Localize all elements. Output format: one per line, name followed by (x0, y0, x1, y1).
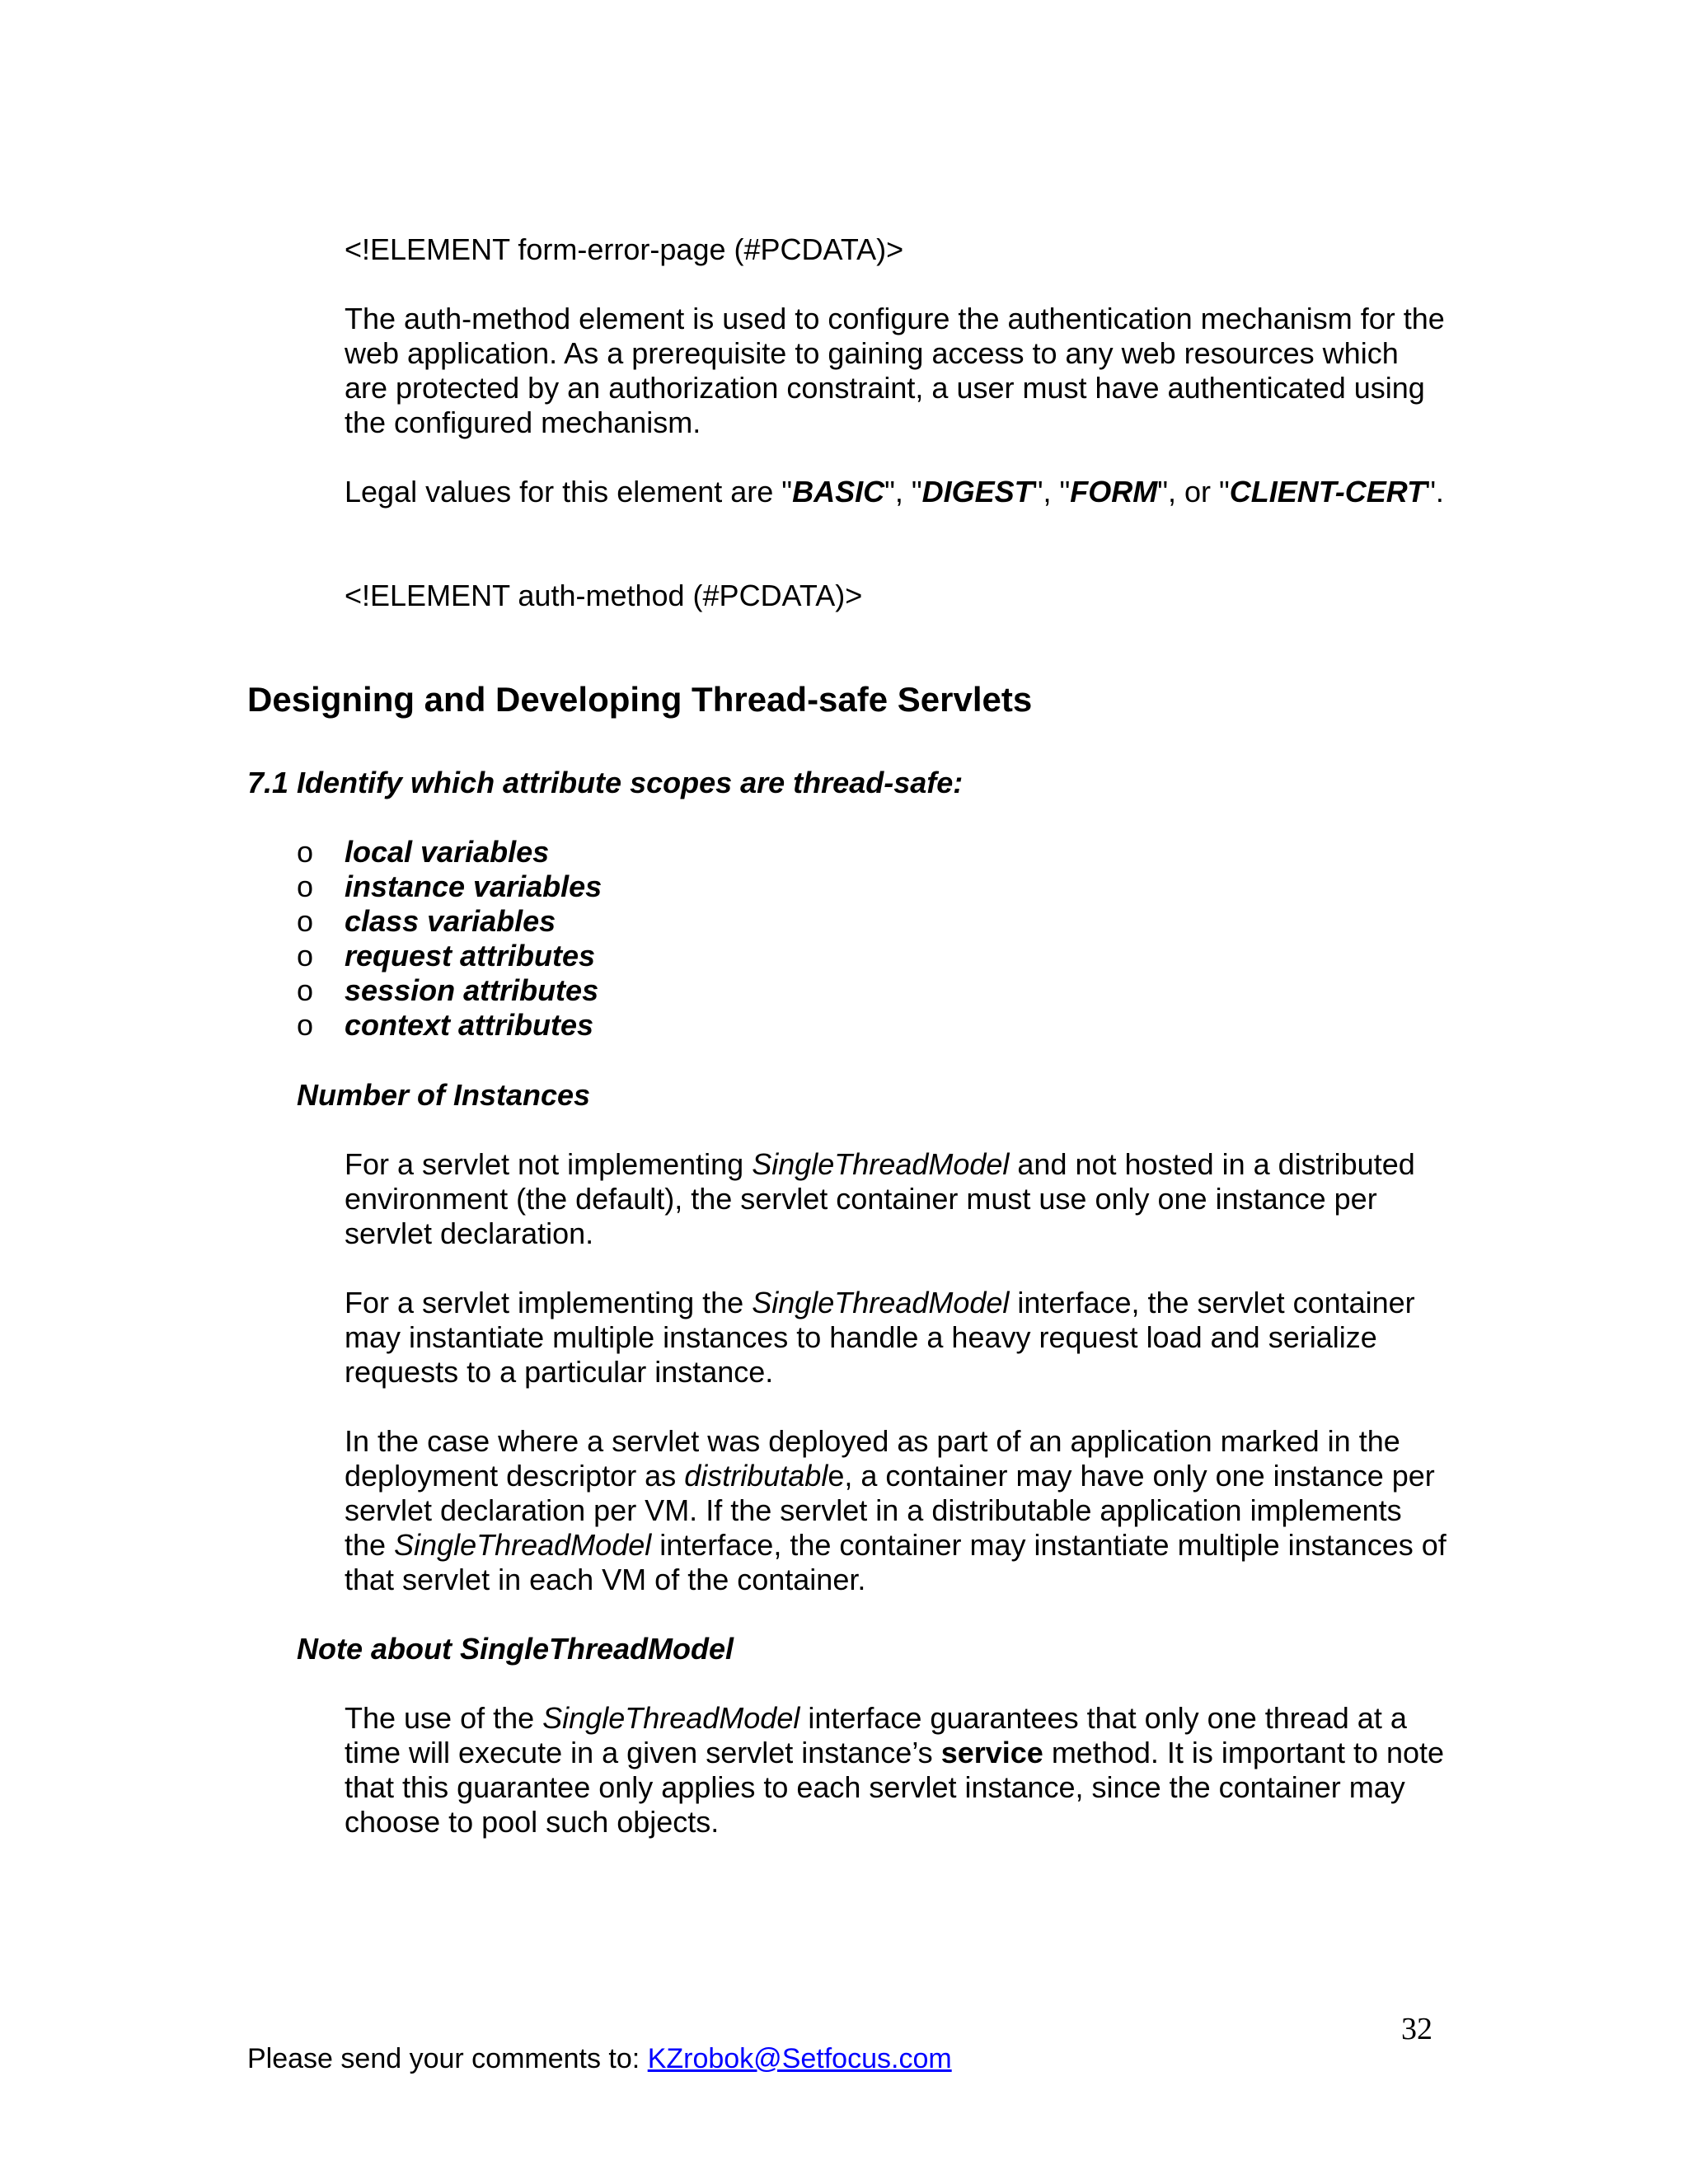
note-text-c: interface guarantees that only one thread at a time will execute in a given servlet instance’s (345, 1701, 1407, 1769)
p1-text-b: SingleThreadModel (752, 1147, 1010, 1181)
legal-values-sep1: ", " (884, 475, 922, 509)
legal-value-client-cert: CLIENT-CERT (1229, 475, 1426, 509)
p3-text-b: distributabl (684, 1459, 828, 1493)
bullet-icon: o (297, 973, 314, 1007)
legal-value-basic: BASIC (792, 475, 885, 509)
note-text-b: SingleThreadModel (542, 1701, 800, 1735)
footer (247, 2042, 952, 2075)
footer-label: Please send your comments to: (247, 2043, 648, 2074)
legal-values-suffix: ". (1425, 475, 1444, 509)
p3-text-e: interface, the container may instantiate multiple instances of that servlet in each VM of the container. (345, 1528, 1447, 1596)
section-title: Designing and Developing Thread-safe Servlets (247, 680, 1033, 719)
note-paragraph (345, 1701, 1449, 1840)
p2-text-a: For a servlet implementing the (345, 1286, 753, 1319)
bullet-icon: o (297, 1008, 314, 1042)
note-title: Note about SingleThreadModel (297, 1632, 734, 1666)
auth-method-description: The auth-method element is used to configure the authentication mechanism for the web application. As a prerequisite to gaining access to any web resources which are protected by an authorization constraint, a user must have authenticated using the configured mechanism. (345, 302, 1445, 439)
instances-paragraph-2 (345, 1286, 1449, 1390)
element-form-error-page: <!ELEMENT form-error-page (#PCDATA)> (345, 232, 904, 266)
legal-values-paragraph (345, 475, 1449, 509)
bullet-icon: o (297, 904, 314, 938)
scope-label: session attributes (345, 973, 599, 1007)
p1-text-c: and not hosted in a distributed environment (the default), the servlet container must use only one instance per servlet declaration. (345, 1147, 1415, 1250)
instances-paragraph-3 (345, 1424, 1449, 1597)
p3-text-c: e, a container may have only one instance per servlet declaration per VM. If the servlet in a distributable application implements the (345, 1459, 1435, 1562)
legal-value-form: FORM (1070, 475, 1158, 509)
note-text-e: method. It is important to note that this guarantee only applies to each servlet instance, since the container may choose to pool such objects. (345, 1736, 1445, 1839)
note-text-d: service (940, 1736, 1043, 1769)
p3-text-d: SingleThreadModel (394, 1528, 652, 1562)
footer-email-link[interactable]: KZrobok@Setfocus.com (647, 2043, 952, 2074)
legal-values-sep2: ", " (1032, 475, 1071, 509)
note-text-a: The use of the (345, 1701, 543, 1735)
element-auth-method: <!ELEMENT auth-method (#PCDATA)> (345, 579, 863, 612)
p2-text-c: interface, the servlet container may instantiate multiple instances to handle a heavy request load and serialize requests to a particular instance. (345, 1286, 1415, 1389)
number-of-instances-title: Number of Instances (297, 1078, 591, 1112)
p2-text-b: SingleThreadModel (752, 1286, 1010, 1319)
legal-values-prefix: Legal values for this element are " (345, 475, 793, 509)
legal-value-digest: DIGEST (921, 475, 1033, 509)
p1-text-a: For a servlet not implementing (345, 1147, 753, 1181)
scope-label: local variables (345, 835, 550, 869)
bullet-icon: o (297, 835, 314, 869)
legal-values-sep3: ", or " (1157, 475, 1230, 509)
bullet-icon: o (297, 869, 314, 903)
scope-label: instance variables (345, 869, 603, 903)
page-number: 32 (1401, 2012, 1432, 2046)
bullet-icon: o (297, 939, 314, 972)
objective-title: 7.1 Identify which attribute scopes are thread-safe: (247, 766, 964, 799)
p3-text-a: In the case where a servlet was deployed as part of an application marked in the deployment descriptor as (345, 1424, 1400, 1493)
scope-label: class variables (345, 904, 556, 938)
instances-paragraph-1 (345, 1147, 1449, 1251)
scope-label: context attributes (345, 1008, 594, 1042)
scope-label: request attributes (345, 939, 596, 972)
